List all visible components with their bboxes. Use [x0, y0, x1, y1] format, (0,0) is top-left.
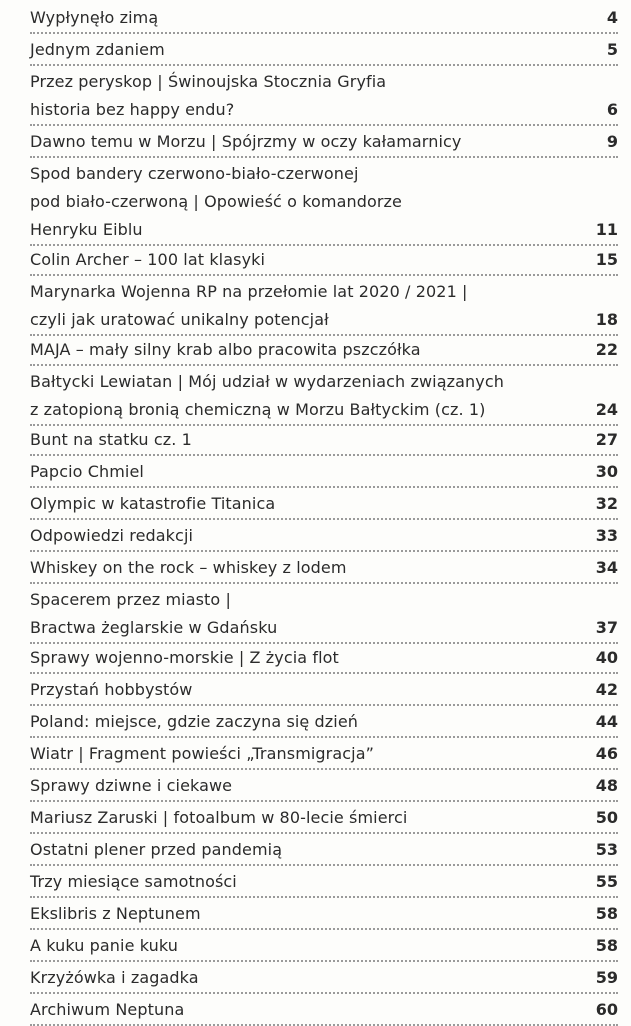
toc-divider	[30, 704, 618, 706]
toc-entry-page: 44	[595, 712, 618, 731]
toc-entry-title: Krzyżówka i zagadka	[30, 968, 199, 987]
toc-entry	[30, 554, 618, 584]
toc-divider	[30, 582, 618, 584]
toc-entry	[30, 676, 618, 706]
toc-entry	[30, 932, 618, 962]
toc-entry-page: 53	[595, 840, 618, 859]
toc-entry-page: 34	[595, 558, 618, 577]
toc-entry-title: Sprawy dziwne i ciekawe	[30, 776, 233, 795]
toc-entry-page: 46	[595, 744, 618, 763]
toc-divider	[30, 274, 618, 276]
toc-entry-page: 58	[595, 936, 618, 955]
toc-divider	[30, 672, 618, 674]
toc-entry-page: 37	[595, 618, 618, 637]
toc-entry-page: 6	[606, 100, 618, 119]
toc-entry-title: Mariusz Zaruski | fotoalbum w 80-lecie śmierci	[30, 808, 408, 827]
toc-entry	[30, 522, 618, 552]
toc-divider	[30, 864, 618, 866]
toc-entry-title: Przez peryskop | Świnoujska Stocznia Gryfia historia bez happy endu?	[30, 72, 387, 119]
toc-entry-page: 18	[595, 310, 618, 329]
toc-entry-page: 33	[595, 526, 618, 545]
toc-entry	[30, 900, 618, 930]
toc-divider	[30, 486, 618, 488]
toc-divider	[30, 832, 618, 834]
toc-entry	[30, 804, 618, 834]
toc-divider	[30, 992, 618, 994]
toc-entry-title: Archiwum Neptuna	[30, 1000, 185, 1019]
toc-entry-title: Spod bandery czerwono-biało-czerwonej pod biało-czerwoną | Opowieść o komandorze Henryku Eiblu	[30, 164, 402, 239]
toc-divider	[30, 550, 618, 552]
toc-divider	[30, 960, 618, 962]
toc-entry-page: 59	[595, 968, 618, 987]
toc-entry	[30, 458, 618, 488]
toc-divider	[30, 32, 618, 34]
toc-entry-title: Odpowiedzi redakcji	[30, 526, 194, 545]
toc-divider	[30, 518, 618, 520]
toc-divider	[30, 454, 618, 456]
toc-entry-page: 40	[595, 648, 618, 667]
toc-entry	[30, 708, 618, 738]
toc-entry-title: Marynarka Wojenna RP na przełomie lat 2020 / 2021 | czyli jak uratować unikalny potencjał	[30, 282, 468, 329]
toc-entry-title: Przystań hobbystów	[30, 680, 193, 699]
toc-entry-title: Spacerem przez miasto | Bractwa żeglarskie w Gdańsku	[30, 590, 278, 637]
toc-entry	[30, 964, 618, 994]
toc-entry	[30, 868, 618, 898]
toc-entry-page: 4	[606, 8, 618, 27]
toc-entry-title: Wiatr | Fragment powieści „Transmigracja”	[30, 744, 374, 763]
toc-entry-page: 11	[595, 220, 618, 239]
toc-divider	[30, 736, 618, 738]
toc-divider	[30, 768, 618, 770]
toc-entry	[30, 996, 618, 1026]
toc-entry	[30, 644, 618, 674]
toc-entry-title: Olympic w katastrofie Titanica	[30, 494, 276, 513]
toc-divider	[30, 928, 618, 930]
toc-entry-title: Ostatni plener przed pandemią	[30, 840, 283, 859]
toc-entry-page: 55	[595, 872, 618, 891]
toc-entry	[30, 160, 618, 246]
toc-entry-title: A kuku panie kuku	[30, 936, 178, 955]
toc-entry	[30, 836, 618, 866]
toc-divider	[30, 124, 618, 126]
toc-entry-title: Dawno temu w Morzu | Spójrzmy w oczy kałamarnicy	[30, 132, 462, 151]
toc-entry-page: 9	[606, 132, 618, 151]
toc-entry	[30, 246, 618, 276]
toc-divider	[30, 364, 618, 366]
toc-entry	[30, 128, 618, 158]
toc-entry-page: 48	[595, 776, 618, 795]
toc-divider	[30, 156, 618, 158]
toc-entry	[30, 586, 618, 644]
toc-entry-page: 15	[595, 250, 618, 269]
toc-divider	[30, 800, 618, 802]
toc-entry	[30, 36, 618, 66]
toc-entry-title: Poland: miejsce, gdzie zaczyna się dzień	[30, 712, 359, 731]
toc-entry-title: Ekslibris z Neptunem	[30, 904, 201, 923]
toc-entry	[30, 368, 618, 426]
toc-entry-page: 5	[606, 40, 618, 59]
toc-entry	[30, 278, 618, 336]
toc-entry-page: 22	[595, 340, 618, 359]
toc-entry-title: Papcio Chmiel	[30, 462, 144, 481]
toc-entry-page: 42	[595, 680, 618, 699]
toc-entry-title: Wypłynęło zimą	[30, 8, 159, 27]
toc-entry	[30, 426, 618, 456]
toc-entry-page: 27	[595, 430, 618, 449]
toc-divider	[30, 896, 618, 898]
toc-entry	[30, 68, 618, 126]
toc-entry-page: 60	[595, 1000, 618, 1019]
toc-entry-title: Sprawy wojenno-morskie | Z życia flot	[30, 648, 339, 667]
toc-entry	[30, 4, 618, 34]
toc-entry-title: Trzy miesiące samotności	[30, 872, 237, 891]
toc-entry	[30, 772, 618, 802]
toc-entry	[30, 336, 618, 366]
toc-divider	[30, 64, 618, 66]
toc-entry-title: Bunt na statku cz. 1	[30, 430, 192, 449]
toc-entry	[30, 740, 618, 770]
toc-entry-title: Whiskey on the rock – whiskey z lodem	[30, 558, 347, 577]
toc-entry-page: 58	[595, 904, 618, 923]
toc-entry	[30, 490, 618, 520]
toc-entry-page: 50	[595, 808, 618, 827]
toc-entry-page: 30	[595, 462, 618, 481]
toc-entry-page: 32	[595, 494, 618, 513]
toc-entry-title: Colin Archer – 100 lat klasyki	[30, 250, 266, 269]
toc-entry-title: Jednym zdaniem	[30, 40, 165, 59]
toc-entry-title: Bałtycki Lewiatan | Mój udział w wydarzeniach związanych z zatopioną bronią chemiczną w Morzu Bałtyckim (cz. 1)	[30, 372, 504, 419]
toc-entry-title: MAJA – mały silny krab albo pracowita pszczółka	[30, 340, 421, 359]
toc-entry-page: 24	[595, 400, 618, 419]
